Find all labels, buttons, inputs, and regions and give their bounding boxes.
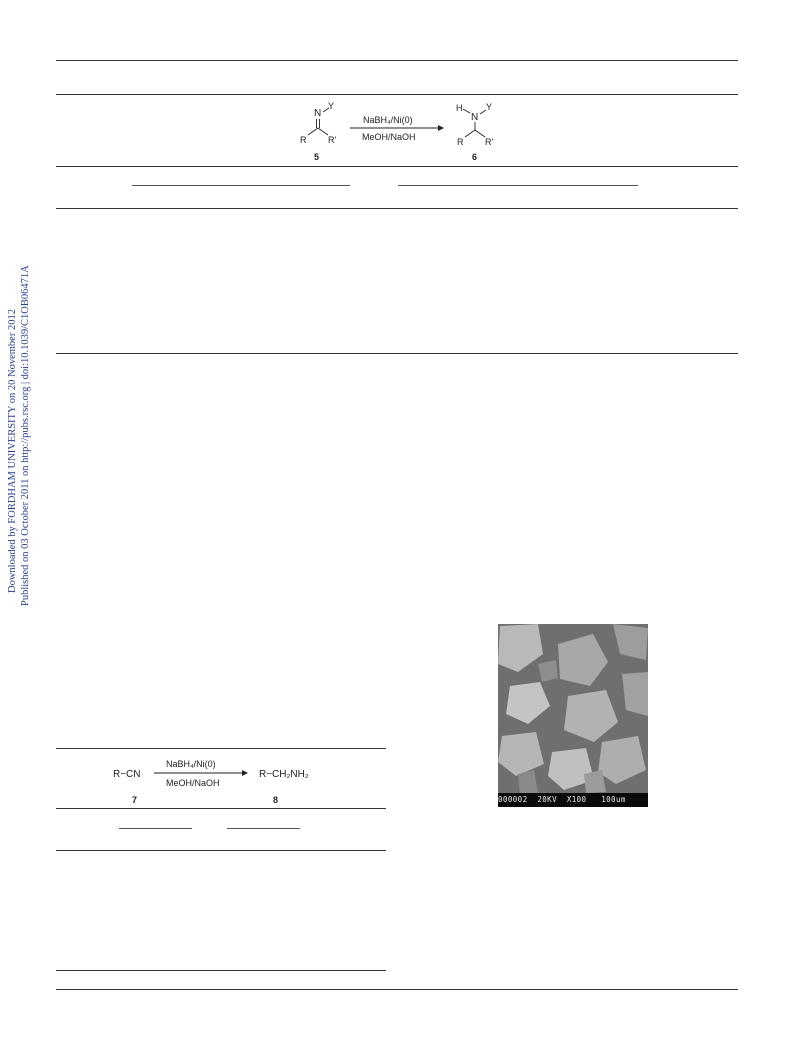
atom-rprime-left: R' xyxy=(328,135,337,145)
scheme-nitrile-reduction xyxy=(106,752,346,808)
table1-caption-rule xyxy=(56,94,738,95)
atom-n-left: N xyxy=(314,108,322,119)
table2-top-rule xyxy=(56,748,386,749)
watermark-download-line: Downloaded by FORDHAM UNIVERSITY on 20 November 2012 xyxy=(7,309,18,593)
reaction-arrow-head xyxy=(438,125,444,131)
table2-group-rule-left xyxy=(119,828,192,829)
table2-scheme-rule xyxy=(56,808,386,809)
atom-rprime-right: R' xyxy=(485,137,494,147)
table2-header-rule xyxy=(56,850,386,851)
sem-micrograph xyxy=(498,624,648,807)
reactant-formula: R−CN xyxy=(113,769,141,780)
atom-h-right: H xyxy=(456,103,463,113)
table1-group-rule-left xyxy=(132,185,350,186)
reagent-bottom: MeOH/NaOH xyxy=(166,778,220,788)
scheme-imine-reduction xyxy=(278,98,518,166)
table1-bottom-rule xyxy=(56,353,738,354)
compound-number-7: 7 xyxy=(132,795,138,805)
atom-r-right: R xyxy=(457,137,464,147)
reaction-arrow-head xyxy=(242,770,248,776)
reagent-top: NaBH₄/Ni(0) xyxy=(166,759,216,769)
compound-number-6: 6 xyxy=(472,152,478,162)
page-bottom-rule xyxy=(56,989,738,990)
compound-number-8: 8 xyxy=(273,795,279,805)
table2-bottom-rule xyxy=(56,970,386,971)
reagent-top: NaBH₄/Ni(0) xyxy=(363,115,413,125)
atom-y-left: Y xyxy=(328,101,335,111)
reagent-bottom: MeOH/NaOH xyxy=(362,132,416,142)
side-watermark xyxy=(0,0,40,1039)
atom-r-left: R xyxy=(300,135,307,145)
sem-particles xyxy=(498,624,648,793)
table1-header-rule xyxy=(56,208,738,209)
table1-top-rule xyxy=(56,60,738,61)
compound-number-5: 5 xyxy=(314,152,320,162)
atom-n-right: N xyxy=(471,112,479,123)
sem-scale-readout: 000002 20KV X100 100um xyxy=(498,793,648,807)
product-formula: R−CH₂NH₂ xyxy=(259,769,309,780)
table1-scheme-rule xyxy=(56,166,738,167)
atom-y-right: Y xyxy=(486,102,493,112)
table2-group-rule-right xyxy=(227,828,300,829)
table1-group-rule-right xyxy=(398,185,638,186)
watermark-published-line: Published on 03 October 2011 on http://pubs.rsc.org | doi:10.1039/C1OB06471A xyxy=(20,265,31,606)
